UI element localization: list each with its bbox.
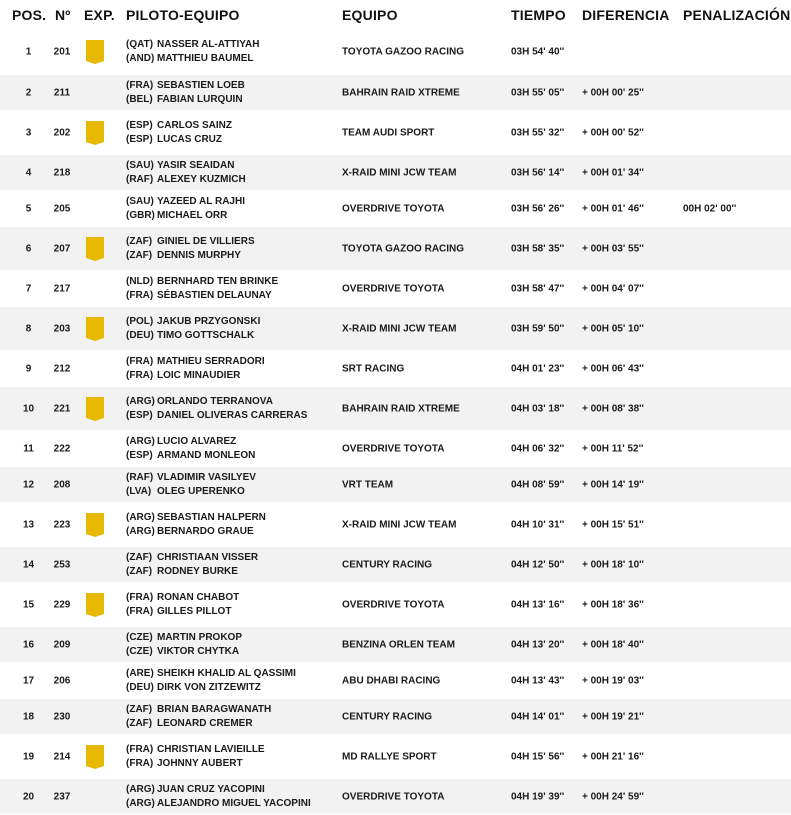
expert-flag-icon (85, 236, 105, 262)
table-row (0, 271, 791, 307)
time-difference: + 00H 19' 21'' (582, 711, 644, 722)
table-row (0, 503, 791, 547)
car-number: 207 (53, 243, 71, 254)
time-difference: + 00H 00' 52'' (582, 127, 644, 138)
car-number: 206 (53, 675, 71, 686)
co-driver-nationality: (ESP) (126, 449, 153, 461)
team-name: MD RALLYE SPORT (342, 751, 437, 762)
co-driver (126, 717, 271, 731)
driver-nationality: (ZAF) (126, 703, 153, 715)
crew (126, 471, 256, 499)
team-name: X-RAID MINI JCW TEAM (342, 519, 457, 530)
stage-time: 03H 56' 26'' (511, 203, 565, 214)
team-name: CENTURY RACING (342, 711, 433, 722)
driver-nationality: (CZE) (126, 631, 153, 643)
stage-time: 03H 58' 35'' (511, 243, 565, 254)
co-driver-nationality: (RAF) (126, 173, 154, 185)
co-driver (126, 209, 245, 223)
time-difference: + 00H 04' 07'' (582, 283, 644, 294)
header-pilot: PILOTO-EQUIPO (126, 7, 240, 23)
co-driver (126, 249, 255, 263)
expert-flag-icon (85, 120, 105, 146)
driver (126, 551, 258, 565)
position: 19 (22, 751, 35, 762)
driver-nationality: (FRA) (126, 79, 154, 91)
time-difference: + 00H 21' 16'' (582, 751, 644, 762)
driver-name: SEBASTIAN HALPERN (157, 511, 266, 523)
co-driver (126, 797, 311, 811)
position: 15 (22, 599, 35, 610)
co-driver-name: FABIAN LURQUIN (157, 93, 243, 105)
position: 14 (22, 559, 35, 570)
position: 16 (22, 639, 35, 650)
header-exp: EXP. (84, 7, 115, 23)
team-name: TEAM AUDI SPORT (342, 127, 435, 138)
time-difference: + 00H 19' 03'' (582, 675, 644, 686)
driver-nationality: (NLD) (126, 275, 154, 287)
table-header (0, 0, 791, 30)
driver (126, 591, 239, 605)
driver-name: JAKUB PRZYGONSKI (157, 315, 261, 327)
driver (126, 783, 311, 797)
driver (126, 119, 232, 133)
driver-name: LUCIO ALVAREZ (157, 435, 237, 447)
position: 6 (25, 243, 32, 254)
table-row (0, 30, 791, 75)
co-driver-name: ARMAND MONLEON (157, 449, 256, 461)
car-number: 202 (53, 127, 71, 138)
driver (126, 471, 256, 485)
co-driver-nationality: (ZAF) (126, 249, 153, 261)
co-driver-name: MATTHIEU BAUMEL (157, 53, 254, 64)
driver-name: JUAN CRUZ YACOPINI (157, 783, 265, 795)
time-difference: + 00H 05' 10'' (582, 323, 644, 334)
team-name: BAHRAIN RAID XTREME (342, 403, 460, 414)
table-row (0, 227, 791, 271)
car-number: 217 (53, 283, 71, 294)
driver (126, 275, 278, 289)
co-driver (126, 289, 278, 303)
co-driver-name: OLEG UPERENKO (157, 485, 245, 497)
driver-nationality: (ARG) (126, 435, 155, 447)
time-difference: + 00H 11' 52'' (582, 443, 644, 454)
driver-nationality: (ESP) (126, 119, 153, 131)
co-driver-name: ALEXEY KUZMICH (157, 173, 246, 185)
stage-time: 04H 13' 43'' (511, 675, 565, 686)
driver-name: RONAN CHABOT (157, 591, 240, 603)
co-driver-name: SÉBASTIEN DELAUNAY (157, 289, 272, 301)
crew (126, 435, 255, 463)
driver-nationality: (FRA) (126, 743, 154, 755)
team-name: BENZINA ORLEN TEAM (342, 639, 455, 650)
stage-time: 03H 55' 32'' (511, 127, 565, 138)
co-driver-name: LUCAS CRUZ (157, 133, 222, 145)
time-difference: + 00H 01' 46'' (582, 203, 644, 214)
header-team: EQUIPO (342, 7, 398, 23)
team-name: OVERDRIVE TOYOTA (342, 443, 445, 454)
team-name: CENTURY RACING (342, 559, 433, 570)
table-row (0, 467, 791, 503)
team-name: X-RAID MINI JCW TEAM (342, 323, 457, 334)
table-row (0, 735, 791, 779)
position: 1 (25, 46, 32, 58)
driver (126, 703, 271, 717)
co-driver-nationality: (ARG) (126, 797, 155, 809)
time-difference: + 00H 14' 19'' (582, 479, 644, 490)
crew (126, 395, 307, 423)
table-row (0, 663, 791, 699)
expert-flag-icon (85, 396, 105, 422)
driver-nationality: (ARG) (126, 511, 155, 523)
team-name: VRT TEAM (342, 479, 394, 490)
co-driver-name: LEONARD CREMER (157, 717, 253, 729)
driver-name: SEBASTIEN LOEB (157, 79, 245, 91)
driver (126, 435, 255, 449)
position: 4 (25, 167, 32, 178)
car-number: 218 (53, 167, 71, 178)
car-number: 222 (53, 443, 71, 454)
crew (126, 703, 271, 731)
driver-nationality: (SAU) (126, 195, 154, 207)
team-name: OVERDRIVE TOYOTA (342, 791, 445, 802)
car-number: 201 (53, 46, 71, 58)
team-name: OVERDRIVE TOYOTA (342, 599, 445, 610)
co-driver (126, 409, 307, 423)
driver (126, 511, 266, 525)
co-driver-nationality: (DEU) (126, 329, 154, 341)
expert-flag-icon (85, 316, 105, 342)
time-difference: + 00H 00' 25'' (582, 87, 644, 98)
position: 7 (25, 283, 32, 294)
driver (126, 159, 246, 173)
driver-nationality: (ARG) (126, 395, 155, 407)
car-number: 237 (53, 791, 71, 802)
expert-flag-icon (85, 592, 105, 618)
driver-name: CHRISTIAAN VISSER (157, 551, 259, 563)
crew (126, 551, 258, 579)
co-driver (126, 485, 256, 499)
co-driver-name: VIKTOR CHYTKA (157, 645, 240, 657)
team-name: OVERDRIVE TOYOTA (342, 203, 445, 214)
penalty: 00H 02' 00'' (683, 203, 737, 214)
driver-nationality: (SAU) (126, 159, 154, 171)
stage-time: 04H 01' 23'' (511, 363, 565, 374)
time-difference: + 00H 15' 51'' (582, 519, 644, 530)
stage-time: 04H 19' 39'' (511, 791, 565, 802)
crew (126, 355, 265, 383)
stage-time: 03H 59' 50'' (511, 323, 565, 334)
car-number: 253 (53, 559, 71, 570)
driver-name: YASIR SEAIDAN (157, 159, 235, 171)
time-difference: + 00H 18' 36'' (582, 599, 644, 610)
driver-name: GINIEL DE VILLIERS (157, 235, 255, 247)
position: 17 (22, 675, 35, 686)
driver-name: NASSER AL-ATTIYAH (157, 39, 260, 50)
crew (126, 783, 311, 811)
table-row (0, 155, 791, 191)
stage-time: 04H 14' 01'' (511, 711, 565, 722)
car-number: 223 (53, 519, 71, 530)
car-number: 205 (53, 203, 71, 214)
header-num: Nº (55, 7, 71, 23)
table-row (0, 75, 791, 111)
co-driver-name: BERNARDO GRAUE (157, 525, 254, 537)
driver-nationality: (ZAF) (126, 551, 153, 563)
stage-time: 04H 12' 50'' (511, 559, 565, 570)
co-driver-name: DIRK VON ZITZEWITZ (157, 681, 261, 693)
crew (126, 631, 242, 659)
co-driver-name: ALEJANDRO MIGUEL YACOPINI (157, 797, 311, 809)
team-name: X-RAID MINI JCW TEAM (342, 167, 457, 178)
driver-nationality: (FRA) (126, 591, 154, 603)
driver (126, 667, 296, 681)
crew (126, 667, 296, 695)
driver-nationality: (QAT) (126, 39, 154, 50)
co-driver (126, 133, 232, 147)
driver-nationality: (ZAF) (126, 235, 153, 247)
co-driver (126, 449, 255, 463)
driver-nationality: (POL) (126, 315, 154, 327)
co-driver-nationality: (BEL) (126, 93, 153, 105)
driver-name: ORLANDO TERRANOVA (157, 395, 273, 407)
car-number: 211 (53, 87, 71, 98)
time-difference: + 00H 08' 38'' (582, 403, 644, 414)
driver (126, 235, 255, 249)
table-row (0, 387, 791, 431)
car-number: 229 (53, 599, 71, 610)
co-driver-nationality: (FRA) (126, 757, 154, 769)
car-number: 212 (53, 363, 71, 374)
stage-time: 04H 13' 16'' (511, 599, 565, 610)
time-difference: + 00H 18' 10'' (582, 559, 644, 570)
team-name: SRT RACING (342, 363, 405, 374)
table-row (0, 431, 791, 467)
car-number: 214 (53, 751, 71, 762)
table-row (0, 547, 791, 583)
co-driver-nationality: (FRA) (126, 369, 154, 381)
crew (126, 159, 246, 187)
co-driver-name: MICHAEL ORR (157, 209, 228, 221)
stage-time: 04H 15' 56'' (511, 751, 565, 762)
car-number: 203 (53, 323, 71, 334)
position: 2 (25, 87, 32, 98)
driver (126, 355, 265, 369)
co-driver-nationality: (DEU) (126, 681, 154, 693)
driver-name: SHEIKH KHALID AL QASSIMI (157, 667, 296, 679)
driver-name: MATHIEU SERRADORI (157, 355, 265, 367)
driver-name: CARLOS SAINZ (157, 119, 232, 131)
co-driver (126, 681, 296, 695)
co-driver-nationality: (LVA) (126, 485, 152, 497)
co-driver (126, 757, 265, 771)
table-row (0, 627, 791, 663)
co-driver-name: GILLES PILLOT (157, 605, 232, 617)
driver-name: MARTIN PROKOP (157, 631, 242, 643)
co-driver-name: TIMO GOTTSCHALK (157, 329, 255, 341)
stage-time: 03H 54' 40'' (511, 46, 565, 58)
crew (126, 119, 232, 147)
co-driver-nationality: (FRA) (126, 605, 154, 617)
car-number: 221 (53, 403, 71, 414)
driver-name: CHRISTIAN LAVIEILLE (157, 743, 265, 755)
team-name: OVERDRIVE TOYOTA (342, 283, 445, 294)
time-difference: + 00H 24' 59'' (582, 791, 644, 802)
team-name: TOYOTA GAZOO RACING (342, 243, 465, 254)
crew (126, 591, 239, 619)
expert-flag-icon (85, 744, 105, 770)
team-name: ABU DHABI RACING (342, 675, 441, 686)
driver (126, 395, 307, 409)
driver-name: YAZEED AL RAJHI (157, 195, 245, 207)
co-driver-nationality: (CZE) (126, 645, 153, 657)
header-diff: DIFERENCIA (582, 7, 670, 23)
co-driver-nationality: (ZAF) (126, 717, 153, 729)
driver-name: VLADIMIR VASILYEV (157, 471, 256, 483)
team-name: TOYOTA GAZOO RACING (342, 46, 465, 58)
table-row (0, 351, 791, 387)
time-difference: + 00H 06' 43'' (582, 363, 644, 374)
crew (126, 79, 245, 107)
stage-time: 04H 03' 18'' (511, 403, 565, 414)
co-driver-name: DANIEL OLIVERAS CARRERAS (157, 409, 308, 421)
co-driver-nationality: (ESP) (126, 133, 153, 145)
stage-time: 04H 10' 31'' (511, 519, 565, 530)
driver (126, 195, 245, 209)
driver (126, 631, 242, 645)
position: 12 (22, 479, 35, 490)
driver (126, 315, 260, 329)
position: 20 (22, 791, 35, 802)
position: 10 (22, 403, 35, 414)
driver-nationality: (ARE) (126, 667, 154, 679)
co-driver (126, 93, 245, 107)
time-difference: + 00H 18' 40'' (582, 639, 644, 650)
co-driver-nationality: (ESP) (126, 409, 153, 421)
position: 13 (22, 519, 35, 530)
stage-time: 03H 58' 47'' (511, 283, 565, 294)
car-number: 209 (53, 639, 71, 650)
stage-time: 03H 55' 05'' (511, 87, 565, 98)
co-driver (126, 52, 259, 66)
header-pos: POS. (12, 7, 47, 23)
driver (126, 79, 245, 93)
crew (126, 315, 260, 343)
car-number: 208 (53, 479, 71, 490)
position: 5 (25, 203, 32, 214)
table-row (0, 307, 791, 351)
co-driver (126, 645, 242, 659)
driver (126, 38, 259, 52)
co-driver-nationality: (GBR) (126, 209, 155, 221)
co-driver-nationality: (ARG) (126, 525, 155, 537)
co-driver (126, 329, 260, 343)
co-driver (126, 173, 246, 187)
co-driver-nationality: (FRA) (126, 289, 154, 301)
crew (126, 275, 278, 303)
table-row (0, 779, 791, 815)
co-driver (126, 565, 258, 579)
stage-time: 04H 08' 59'' (511, 479, 565, 490)
co-driver-nationality: (AND) (126, 53, 155, 64)
table-row (0, 583, 791, 627)
stage-time: 04H 06' 32'' (511, 443, 565, 454)
driver-nationality: (FRA) (126, 355, 154, 367)
position: 3 (25, 127, 32, 138)
co-driver (126, 369, 265, 383)
position: 9 (25, 363, 32, 374)
co-driver (126, 605, 239, 619)
expert-flag-icon (85, 512, 105, 538)
car-number: 230 (53, 711, 71, 722)
position: 18 (22, 711, 35, 722)
driver-name: BERNHARD TEN BRINKE (157, 275, 279, 287)
expert-flag-icon (85, 39, 105, 65)
co-driver-name: DENNIS MURPHY (157, 249, 241, 261)
driver-nationality: (ARG) (126, 783, 155, 795)
header-pen: PENALIZACIÓN (683, 7, 791, 23)
co-driver-nationality: (ZAF) (126, 565, 153, 577)
crew (126, 235, 255, 263)
table-row (0, 191, 791, 227)
driver-name: BRIAN BARAGWANATH (157, 703, 272, 715)
stage-time: 03H 56' 14'' (511, 167, 565, 178)
crew (126, 511, 266, 539)
header-time: TIEMPO (511, 7, 566, 23)
team-name: BAHRAIN RAID XTREME (342, 87, 460, 98)
table-row (0, 111, 791, 155)
position: 11 (23, 443, 34, 454)
driver-nationality: (RAF) (126, 471, 154, 483)
time-difference: + 00H 03' 55'' (582, 243, 644, 254)
stage-time: 04H 13' 20'' (511, 639, 565, 650)
crew (126, 195, 245, 223)
co-driver (126, 525, 266, 539)
table-row (0, 699, 791, 735)
co-driver-name: JOHNNY AUBERT (157, 757, 243, 769)
co-driver-name: RODNEY BURKE (157, 565, 238, 577)
position: 8 (25, 323, 32, 334)
table-body (0, 30, 791, 815)
co-driver-name: LOIC MINAUDIER (157, 369, 241, 381)
crew (126, 743, 265, 771)
time-difference: + 00H 01' 34'' (582, 167, 644, 178)
driver (126, 743, 265, 757)
crew (126, 38, 259, 66)
